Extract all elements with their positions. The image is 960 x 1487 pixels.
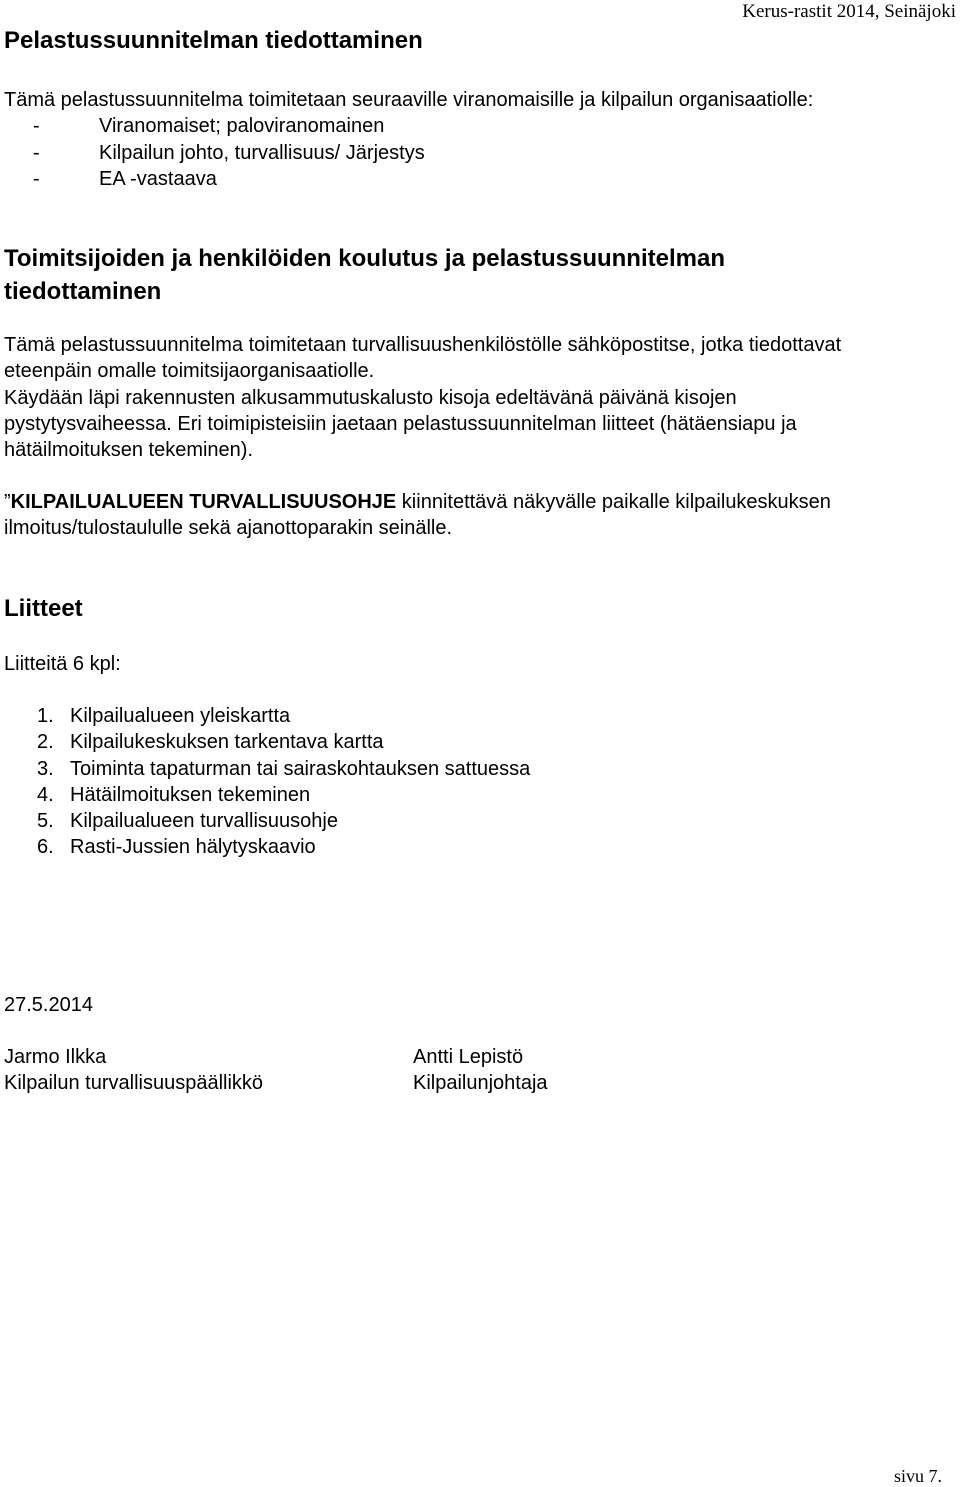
paragraph-line: ilmoitus/tulostaululle sekä ajanottoparakin seinälle. (4, 517, 453, 539)
attachment-title: Hätäilmoituksen tekeminen (70, 784, 311, 806)
signer-left-name: Jarmo Ilkka (4, 1046, 107, 1068)
attachment-number: 6. (37, 836, 54, 858)
intro-item (33, 140, 425, 166)
attachment-item (37, 756, 530, 782)
attachment-item (37, 729, 384, 755)
attachment-number: 4. (37, 784, 54, 806)
instruction-line (4, 489, 831, 515)
attachment-number: 1. (37, 705, 54, 727)
attachment-number: 5. (37, 810, 54, 832)
attachment-title: Kilpailualueen turvallisuusohje (70, 810, 338, 832)
intro-item-text: Viranomaiset; paloviranomainen (99, 115, 385, 137)
attachment-title: Rasti-Jussien hälytyskaavio (70, 836, 316, 858)
intro-item (33, 166, 217, 192)
attachment-number: 2. (37, 731, 54, 753)
attachment-item (37, 834, 316, 860)
attachment-number: 3. (37, 758, 54, 780)
attachments-count: Liitteitä 6 kpl: (4, 653, 121, 675)
signer-left-role: Kilpailun turvallisuuspäällikkö (4, 1072, 264, 1094)
signer-right-role: Kilpailunjohtaja (413, 1072, 548, 1094)
page-title: Pelastussuunnitelman tiedottaminen (4, 27, 423, 54)
attachment-title: Toiminta tapaturman tai sairaskohtauksen sattuessa (70, 758, 531, 780)
event-header: Kerus-rastit 2014, Seinäjoki (742, 1, 956, 22)
attachment-item (37, 703, 290, 729)
dash-bullet: - (33, 168, 40, 190)
quote-mark: ” (4, 491, 11, 513)
attachment-item (37, 782, 310, 808)
signer-right-name: Antti Lepistö (413, 1046, 524, 1068)
page-number: sivu 7. (893, 1466, 942, 1486)
intro-item (33, 113, 384, 139)
intro-item-text: Kilpailun johto, turvallisuus/ Järjestys (99, 142, 425, 164)
dash-bullet: - (33, 115, 40, 137)
section-heading-cont: tiedottaminen (4, 278, 162, 305)
attachment-item (37, 808, 338, 834)
attachment-title: Kilpailukeskuksen tarkentava kartta (70, 731, 384, 753)
intro-text: Tämä pelastussuunnitelma toimitetaan seuraaville viranomaisille ja kilpailun organisaatiolle: (4, 89, 814, 111)
paragraph-line: Tämä pelastussuunnitelma toimitetaan turvallisuushenkilöstölle sähköpostitse, jotka tiedottavat (4, 334, 842, 356)
section-heading: Toimitsijoiden ja henkilöiden koulutus ja pelastussuunnitelman (4, 245, 725, 272)
instruction-title: KILPAILUALUEEN TURVALLISUUSOHJE (10, 491, 397, 513)
paragraph-line: eteenpäin omalle toimitsijaorganisaatiolle. (4, 360, 375, 382)
dash-bullet: - (33, 142, 40, 164)
instruction-text: kiinnitettävä näkyvälle paikalle kilpailukeskuksen (396, 491, 831, 513)
signature-date: 27.5.2014 (4, 994, 93, 1016)
paragraph-line: hätäilmoituksen tekeminen). (4, 439, 254, 461)
intro-item-text: EA -vastaava (99, 168, 217, 190)
attachments-heading: Liitteet (4, 595, 83, 622)
paragraph-line: Käydään läpi rakennusten alkusammutuskalusto kisoja edeltävänä päivänä kisojen (4, 387, 737, 409)
paragraph-line: pystytysvaiheessa. Eri toimipisteisiin jaetaan pelastussuunnitelman liitteet (hätäensiapu ja (4, 413, 797, 435)
attachment-title: Kilpailualueen yleiskartta (70, 705, 291, 727)
